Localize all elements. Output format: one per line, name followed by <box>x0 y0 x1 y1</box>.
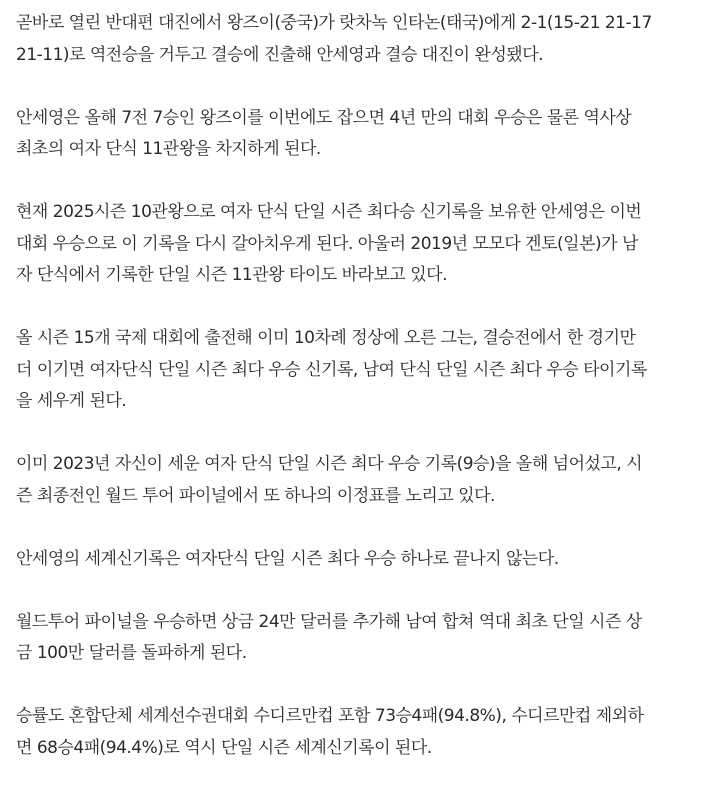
paragraph-8 <box>16 701 690 764</box>
text-line: 대회 우승으로 이 기록을 다시 갈아치우게 된다. 아울러 2019년 모모다 겐토(일본)가 남 <box>16 233 638 254</box>
paragraph-7 <box>16 607 690 670</box>
text-line: 안세영은 올해 7전 7승인 왕즈이를 이번에도 잡으면 4년 만의 대회 우승은 물론 역사상 <box>16 107 632 128</box>
text-line: 즌 최종전인 월드 투어 파이널에서 또 하나의 이정표를 노리고 있다. <box>16 485 495 506</box>
paragraph-2 <box>16 103 690 166</box>
text-line: 자 단식에서 기록한 단일 시즌 11관왕 타이도 바라보고 있다. <box>16 265 447 285</box>
text-line: 안세영의 세계신기록은 여자단식 단일 시즌 최다 우승 하나로 끝나지 않는다. <box>16 548 559 569</box>
text-line: 면 68승4패(94.4%)로 역시 단일 시즌 세계신기록이 된다. <box>16 737 432 758</box>
text-line: 최초의 여자 단식 11관왕을 차지하게 된다. <box>16 139 321 159</box>
text-line: 더 이기면 여자단식 단일 시즌 최다 우승 신기록, 남여 단식 단일 시즌 최다 우승 타이기록 <box>16 359 647 380</box>
text-line: 곧바로 열린 반대편 대진에서 왕즈이(중국)가 랏차녹 인타논(태국)에게 2-1(15-21 21-17 <box>16 13 652 33</box>
text-line: 현재 2025시즌 10관왕으로 여자 단식 단일 시즌 최다승 신기록을 보유한 안세영은 이번 <box>16 202 642 222</box>
text-line: 21-11)로 역전승을 거두고 결승에 진출해 안세영과 결승 대진이 완성됐다. <box>16 44 544 65</box>
text-line: 월드투어 파이널을 우승하면 상금 24만 달러를 추가해 남여 합쳐 역대 최초 단일 시즌 상 <box>16 611 642 632</box>
text-line: 올 시즌 15개 국제 대회에 출전해 이미 10차례 정상에 오른 그는, 결승전에서 한 경기만 <box>16 328 636 348</box>
paragraph-5 <box>16 449 690 512</box>
paragraph-1 <box>16 8 690 71</box>
text-line: 이미 2023년 자신이 세운 여자 단식 단일 시즌 최다 우승 기록(9승)을 올해 넘어섰고, 시 <box>16 454 643 474</box>
text-line: 금 100만 달러를 돌파하게 된다. <box>16 643 247 663</box>
paragraph-3 <box>16 197 690 292</box>
paragraph-6 <box>16 544 690 576</box>
text-line: 승률도 혼합단체 세계선수권대회 수디르만컵 포함 73승4패(94.8%), 수디르만컵 제외하 <box>16 706 644 726</box>
paragraph-4 <box>16 323 690 418</box>
text-line: 을 세우게 된다. <box>16 391 127 411</box>
